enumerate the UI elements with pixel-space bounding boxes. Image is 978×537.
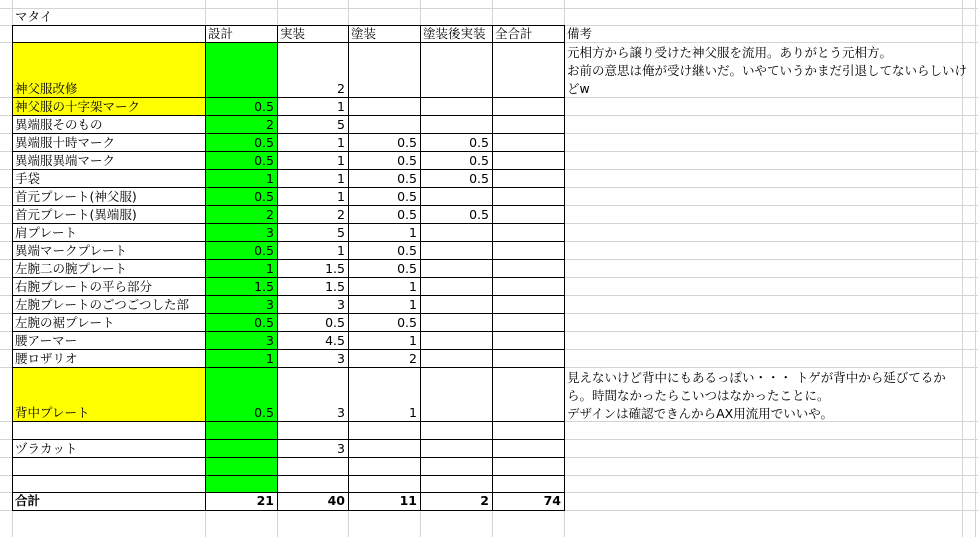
totals-label[interactable]: 合計 (15, 493, 41, 508)
table-border-horizontal (12, 421, 565, 422)
table-row-item-cell[interactable]: 神父服改修 (15, 81, 78, 96)
table-row-paint-cell[interactable]: 0.5 (397, 315, 417, 330)
table-row-design-cell[interactable]: 0.5 (254, 153, 274, 168)
table-row-paint-cell[interactable]: 1 (409, 405, 417, 420)
table-border-horizontal (12, 42, 565, 43)
table-row-impl-cell[interactable]: 1 (337, 153, 345, 168)
table-row-item-cell[interactable]: 腰ロザリオ (15, 351, 78, 366)
totals-total[interactable]: 74 (543, 493, 561, 508)
table-row-item-cell[interactable]: 肩プレート (15, 225, 78, 240)
table-border-horizontal (12, 457, 565, 458)
table-row-design-cell[interactable]: 0.5 (254, 189, 274, 204)
totals-post-paint[interactable]: 2 (480, 493, 489, 508)
table-row-paint-cell[interactable]: 0.5 (397, 207, 417, 222)
table-row-impl-cell[interactable]: 1.5 (325, 279, 345, 294)
table-row-impl-cell[interactable]: 5 (337, 117, 345, 132)
table-row-post-paint-cell[interactable]: 0.5 (469, 171, 489, 186)
table-row-item-cell[interactable]: 背中プレート (15, 405, 90, 420)
table-row-impl-cell[interactable]: 4.5 (325, 333, 345, 348)
note-priest-robe[interactable]: 元相方から譲り受けた神父服を流用。ありがとう元相方。 お前の意思は俺が受け継いだ。いやていうかまだ引退してないらしいけどw (567, 45, 968, 96)
table-row-design-cell[interactable]: 2 (266, 207, 274, 222)
table-row-item-cell[interactable]: 手袋 (15, 171, 41, 186)
table-row-paint-cell[interactable]: 2 (409, 351, 417, 366)
table-row-design-cell[interactable]: 1 (266, 171, 274, 186)
table-row-design-cell[interactable]: 0.5 (254, 315, 274, 330)
table-row-impl-cell[interactable]: 1.5 (325, 261, 345, 276)
table-row-paint-cell[interactable]: 1 (409, 297, 417, 312)
table-row-impl-cell[interactable]: 1 (337, 99, 345, 114)
table-row-design-cell[interactable]: 3 (266, 225, 274, 240)
table-row-impl-cell[interactable]: 2 (337, 81, 345, 96)
table-row-paint-cell[interactable]: 0.5 (397, 153, 417, 168)
table-row-paint-cell[interactable]: 0.5 (397, 261, 417, 276)
table-row-impl-cell[interactable]: 2 (337, 207, 345, 222)
table-row-impl-cell[interactable]: 3 (337, 405, 345, 420)
table-border-horizontal (12, 475, 565, 476)
table-row-paint-cell[interactable]: 1 (409, 279, 417, 294)
table-row-post-paint-cell[interactable]: 0.5 (469, 207, 489, 222)
table-row-impl-cell[interactable]: 3 (337, 297, 345, 312)
table-row-paint-cell[interactable]: 0.5 (397, 189, 417, 204)
table-row-item-cell[interactable]: 異端服異端マーク (15, 153, 116, 168)
table-row-item-cell[interactable]: 首元プレート(神父服) (15, 189, 137, 204)
totals-impl[interactable]: 40 (327, 493, 345, 508)
totals-paint[interactable]: 11 (399, 493, 417, 508)
table-row-impl-cell[interactable]: 0.5 (325, 315, 345, 330)
table-row-post-paint-cell[interactable]: 0.5 (469, 153, 489, 168)
table-row-paint-cell[interactable]: 1 (409, 333, 417, 348)
table-row-item-cell[interactable]: 左腕二の腕プレート (15, 261, 128, 276)
table-border-horizontal (12, 510, 565, 511)
table-row-item-cell[interactable]: 異端服そのもの (15, 117, 103, 132)
header-paint[interactable]: 塗装 (351, 26, 377, 41)
table-row-paint-cell[interactable]: 1 (409, 225, 417, 240)
table-row-design-cell[interactable]: 1 (266, 261, 274, 276)
table-row-paint-cell[interactable]: 0.5 (397, 243, 417, 258)
table-row-item-cell[interactable]: 左腕プレートのごつごつした部 (15, 297, 190, 312)
table-border-horizontal (12, 367, 565, 368)
table-row-design-cell[interactable]: 3 (266, 297, 274, 312)
table-row-design-cell[interactable]: 1.5 (254, 279, 274, 294)
table-row-impl-cell[interactable]: 1 (337, 243, 345, 258)
header-total[interactable]: 全合計 (495, 26, 533, 41)
table-row-item-cell[interactable]: 神父服の十字架マーク (15, 99, 141, 114)
header-notes[interactable]: 備考 (567, 26, 593, 41)
table-row-item-cell[interactable]: ヅラカット (15, 441, 78, 456)
header-item[interactable] (12, 25, 205, 42)
table-row-item-cell[interactable]: 首元プレート(異端服) (15, 207, 137, 222)
table-row-impl-cell[interactable]: 1 (337, 171, 345, 186)
table-row-paint-cell[interactable]: 0.5 (397, 171, 417, 186)
table-row-impl-cell[interactable]: 3 (337, 441, 345, 456)
header-post-paint[interactable]: 塗装後実装 (423, 26, 486, 41)
table-row-design-cell[interactable]: 2 (266, 117, 274, 132)
table-row-design-cell[interactable]: 0.5 (254, 243, 274, 258)
table-row-design-cell[interactable]: 3 (266, 333, 274, 348)
table-row-item-cell[interactable]: 左腕の裾プレート (15, 315, 115, 330)
table-row-design-cell[interactable]: 1 (266, 351, 274, 366)
table-row-impl-cell[interactable]: 1 (337, 189, 345, 204)
totals-design[interactable]: 21 (256, 493, 274, 508)
table-row-paint-cell[interactable]: 0.5 (397, 135, 417, 150)
header-design[interactable]: 設計 (208, 26, 234, 41)
table-row-item-cell[interactable]: 異端マークプレート (15, 243, 128, 258)
table-row-design-cell[interactable]: 0.5 (254, 99, 274, 114)
table-row-design-cell[interactable]: 0.5 (254, 135, 274, 150)
table-row-post-paint-cell[interactable]: 0.5 (469, 135, 489, 150)
sheet-title[interactable]: マタイ (15, 9, 53, 24)
note-back-plate[interactable]: 見えないけど背中にもあるっぽい・・・ トゲが背中から延びてるから。時間なかったらこいつはなかったことに。 デザインは確認できんからAX用流用でいいや。 (567, 370, 946, 421)
table-row-item-cell[interactable]: 右腕プレートの平ら部分 (15, 279, 153, 294)
table-row-design-cell[interactable]: 0.5 (254, 405, 274, 420)
table-row-item-cell[interactable]: 異端服十時マーク (15, 135, 116, 150)
table-row-impl-cell[interactable]: 1 (337, 135, 345, 150)
header-impl[interactable]: 実装 (280, 26, 306, 41)
table-row-item-cell[interactable]: 腰アーマー (15, 333, 78, 348)
table-row-impl-cell[interactable]: 5 (337, 225, 345, 240)
table-row-impl-cell[interactable]: 3 (337, 351, 345, 366)
